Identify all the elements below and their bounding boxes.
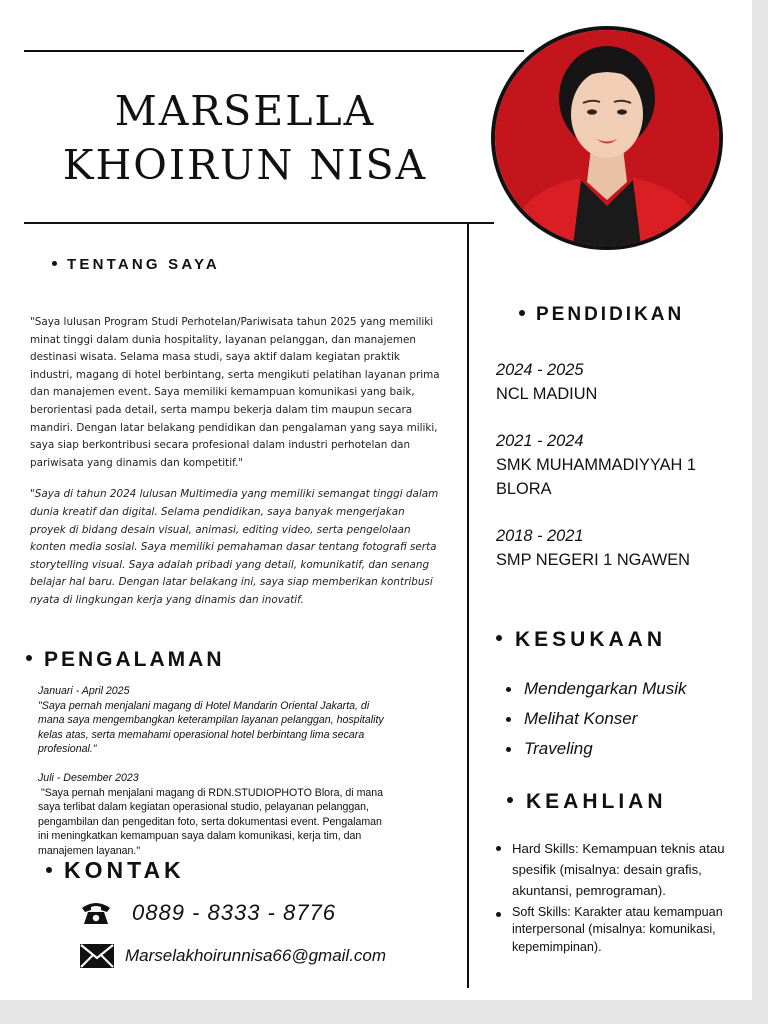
about-text: [30, 314, 442, 624]
experience-line: "Saya pernah menjalani magang di Hotel Mandarin Oriental Jakarta, di: [38, 699, 370, 712]
about-paragraph-2: "Saya di tahun 2024 lulusan Multimedia yang memiliki semangat tinggi dalam dunia kreatif dan digital. Selama pendidikan, saya banyak mengerjakan proyek di bidang desain visual, animasi, editing video, serta pengelolaan konten media sosial. Saya memiliki pemahaman dasar tentang fotografi serta storytelling visual. Saya adalah pribadi yang detail, komunikatif, dan senang belajar hal baru. Dengan latar belakang ini, saya siap memberikan kontribusi nyata di lingkungan kerja yang dinamis dan inovatif.: [30, 488, 439, 606]
experience-list: [38, 684, 418, 873]
experience-line: pengambilan dan pengeditan foto, serta dokumentasi event. Pengalaman: [38, 815, 382, 828]
education-years: 2021 - 2024: [496, 432, 584, 450]
list-item: Melihat Konser: [506, 704, 687, 734]
education-years: 2018 - 2021: [496, 527, 584, 545]
list-item: Traveling: [506, 734, 687, 764]
contact-phone: [80, 900, 336, 926]
education-heading: PENDIDIKAN: [519, 304, 684, 326]
experience-line: manajemen layanan.": [38, 844, 141, 857]
experience-line: saya terlibat dalam kegiatan operasional studio, pelayanan pelanggan,: [38, 801, 369, 814]
about-paragraph-1: "Saya lulusan Program Studi Perhotelan/Pariwisata tahun 2025 yang memiliki minat tinggi dalam dunia hospitality, layanan pelanggan, dan manajemen destinasi wisata. Selama masa studi, saya aktif dalam kegiatan praktik industri, magang di hotel berbintang, serta mengikuti pelatihan layanan prima dan manajemen event. Saya memiliki kemampuan komunikasi yang baik, berorientasi pada detail, serta mampu bekerja dalam tim maupun secara mandiri. Dengan latar belakang pendidikan dan pengalaman yang saya miliki, saya siap berkontribusi secara profesional dalam industri perhotelan dan pariwisata yang dinamis dan kompetitif.": [30, 316, 440, 469]
top-divider: [24, 50, 524, 52]
experience-line: ini meningkatkan kemampuan saya dalam komunikasi, kerja tim, dan: [38, 830, 362, 843]
column-divider: [467, 224, 469, 988]
education-list: [496, 358, 746, 595]
experience-period: Juli - Desember 2023: [38, 771, 139, 784]
bullet-icon: [507, 797, 513, 803]
email-address[interactable]: Marselakhoirunnisa66@gmail.com: [125, 946, 387, 965]
education-years: 2024 - 2025: [496, 361, 584, 379]
hobbies-heading: KESUKAAN: [496, 628, 666, 652]
header-divider: [24, 222, 494, 224]
bullet-icon: [496, 635, 502, 641]
about-heading: TENTANG SAYA: [52, 256, 220, 273]
skills-list: [495, 838, 747, 959]
hobbies-list: [506, 674, 687, 764]
education-entry-3: [496, 524, 746, 572]
bullet-icon: [46, 867, 52, 873]
education-school: SMK MUHAMMADIYYAH 1 BLORA: [496, 456, 697, 498]
experience-heading: PENGALAMAN: [26, 648, 225, 672]
name-line-1: MARSELLA: [114, 87, 376, 135]
contact-email: [80, 944, 386, 968]
experience-line: profesional.": [38, 743, 97, 756]
education-entry-1: [496, 358, 746, 406]
telephone-icon: [80, 900, 112, 926]
experience-entry-2: [38, 771, 418, 859]
experience-line: mana saya mengembangkan keterampilan layanan pelanggan, hospitality: [38, 714, 384, 727]
contact-heading: KONTAK: [46, 857, 185, 884]
envelope-icon: [80, 944, 114, 968]
skills-heading: KEAHLIAN: [507, 790, 667, 814]
candidate-name: [30, 84, 460, 192]
experience-period: Januari - April 2025: [38, 685, 130, 697]
experience-line: kelas atas, serta memahami operasional hotel berbintang lima secara: [38, 728, 365, 741]
experience-entry-1: [38, 684, 418, 757]
phone-number[interactable]: 0889 - 8333 - 8776: [132, 900, 336, 925]
list-item: Mendengarkan Musik: [506, 674, 687, 704]
portrait-illustration: [495, 30, 719, 246]
profile-photo: [491, 26, 723, 250]
bullet-icon: [26, 655, 32, 661]
list-item: Hard Skills: Kemampuan teknis atau spesifik (misalnya: desain grafis, akuntansi, pemrograman).: [495, 838, 747, 901]
bullet-icon: [52, 261, 57, 266]
education-entry-2: [496, 429, 746, 501]
list-item: Soft Skills: Karakter atau kemampuan interpersonal (misalnya: komunikasi, kepemimpinan).: [495, 904, 747, 956]
education-school: NCL MADIUN: [496, 385, 598, 403]
education-school: SMP NEGERI 1 NGAWEN: [496, 551, 690, 569]
name-line-2: KHOIRUN NISA: [62, 141, 428, 189]
bullet-icon: [519, 310, 525, 316]
experience-line: "Saya pernah menjalani magang di RDN.STUDIOPHOTO Blora, di mana: [38, 786, 384, 799]
